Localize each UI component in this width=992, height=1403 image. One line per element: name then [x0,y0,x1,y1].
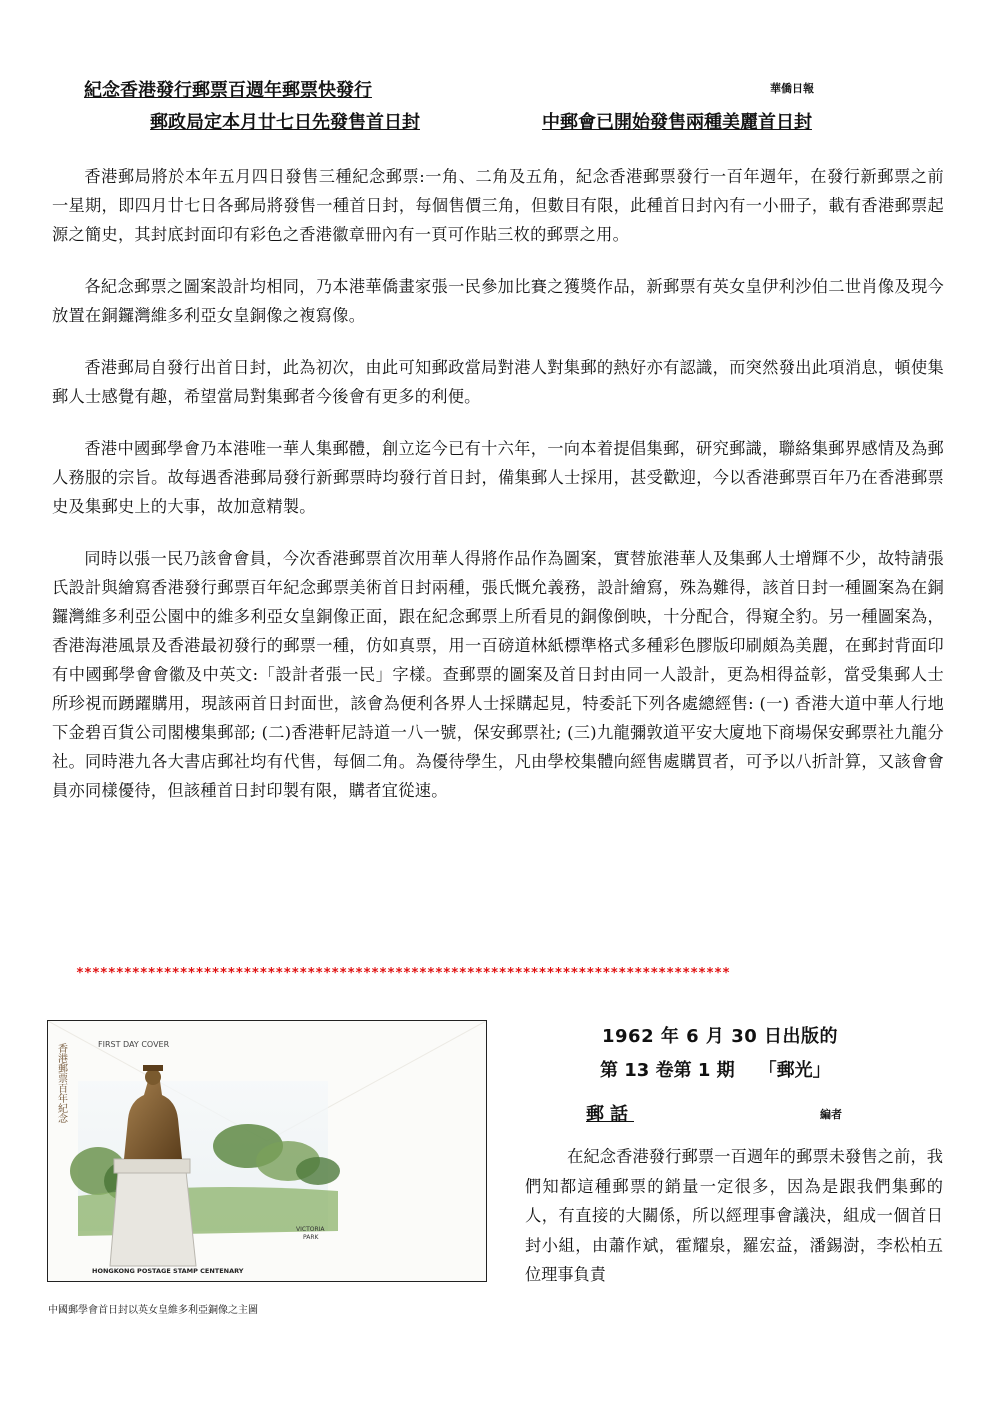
headline-sub-right: 中郵會已開始發售兩種美麗首日封 [542,112,812,133]
magazine-title: 「郵光」 [758,1060,831,1081]
article-paragraph: 香港郵局將於本年五月四日發售三種紀念郵票:一角、二角及五角，紀念香港郵票發行一百年週年，在發行新郵票之前一星期，即四月廿七日各郵局將發售一種首日封，每個售價三角，但數目有限，此種首日封內有一小冊子，載有香港郵票起源之簡史，其封底封面印有彩色之香港徽章冊內有一頁可作貼三枚的郵票之用。 [52,167,944,244]
article-paragraph: 各紀念郵票之圖案設計均相同，乃本港華僑畫家張一民參加比賽之獲獎作品，新郵票有英女皇伊利沙伯二世肖像及現今放置在銅鑼灣維多利亞女皇銅像之複寫像。 [52,277,944,325]
statue-crown [143,1065,163,1071]
statue-head [145,1069,161,1085]
cover-bottom-label: HONGKONG POSTAGE STAMP CENTENARY [92,1267,244,1275]
article-body [52,162,944,828]
headline-sub-left: 郵政局定本月廿七日先發售首日封 [150,112,420,133]
fdc-label: FIRST DAY COVER [98,1040,170,1049]
article-paragraph: 香港郵局自發行出首日封，此為初次，由此可知郵政當局對港人對集郵的熱好亦有認識，而突然發出此項消息，頓使集郵人士感覺有趣，希望當局對集郵者今後會有更多的利便。 [52,358,944,406]
publication-date: 1962 年 6 月 30 日出版的 [602,1026,839,1047]
park-label: PARK [303,1234,319,1241]
article-paragraph: 香港中國郵學會乃本港唯一華人集郵體，創立迄今已有十六年，一向本着提倡集郵，研究郵識，聯絡集郵界感情及為郵人務服的宗旨。故每遇香港郵局發行新郵票時均發行首日封，備集郵人士採用，甚受歡迎，今以香港郵票百年乃在香港郵票史及集郵史上的大事，故加意精製。 [52,439,944,516]
column-text: 在紀念香港發行郵票一百週年的郵票未發售之前，我們知都這種郵票的銷量一定很多，因為是跟我們集郵的人，有直接的大關係，所以經理事會議決，組成一個首日封小組，由蕭作斌，霍耀泉，羅宏益，潘錫澍，李松柏五位理事負責 [525,1147,943,1284]
cover-illustration [48,1021,486,1281]
publication-issue-line [600,1056,831,1082]
image-caption: 中國郵學會首日封以英女皇維多利亞銅像之主圖 [48,1305,258,1316]
headline-main: 紀念香港發行郵票百週年郵票快發行 [84,80,372,101]
tree [296,1157,340,1185]
article-paragraph: 同時以張一民乃該會會員，今次香港郵票首次用華人得將作品作為圖案，實替旅港華人及集郵人士增輝不少，故特請張氏設計與繪寫香港發行郵票百年紀念郵票美術首日封兩種，張氏慨允義務，設計繪寫，殊為難得，該首日封一種圖案為在銅鑼灣維多利亞公園中的維多利亞女皇銅像正面，跟在紀念郵票上所看見的銅像倒映，十分配合，得窺全豹。另一種圖案為，香港海港風景及香港最初發行的郵票一種，仿如真票，用一百磅道林紙標準格式多種彩色膠版印刷頗為美麗，在郵封背面印有中國郵學會會徽及中英文:「設計者張一民」字樣。查郵票的圖案及首日封由同一人設計，更為相得益彰，當受集郵人士所珍視而踴躍購用，現該兩首日封面世，該會為便利各界人士採購起見，特委託下列各處總經售: (一) 香港大道中華人行地下金碧百貨公司閣樓集郵部; (二)香港軒尼詩道一八一號，保安郵票社; (三)九龍彌敦道平安大廈地下商場保安郵票社九龍分社。同時港九各大書店郵社均有代售，每個二角。為優待學生，凡由學校集體向經售處購買者，可予以八折計算，又該會會員亦同樣優待，但該種首日封印製有限，購者宜從速。 [52,549,944,800]
newspaper-source: 華僑日報 [770,82,814,95]
issue-number: 第 13 卷第 1 期 [600,1060,735,1081]
column-editor: 編者 [820,1108,842,1121]
statue-pedestal [110,1171,196,1266]
pedestal-cap [114,1159,190,1173]
first-day-cover-image [47,1020,487,1282]
column-title: 郵話 [586,1104,634,1125]
park-label: VICTORIA [296,1226,325,1233]
section-separator: ********************************************************************************** [76,966,731,981]
cover-vertical-title: 香港郵票百年紀念 [55,1043,67,1123]
